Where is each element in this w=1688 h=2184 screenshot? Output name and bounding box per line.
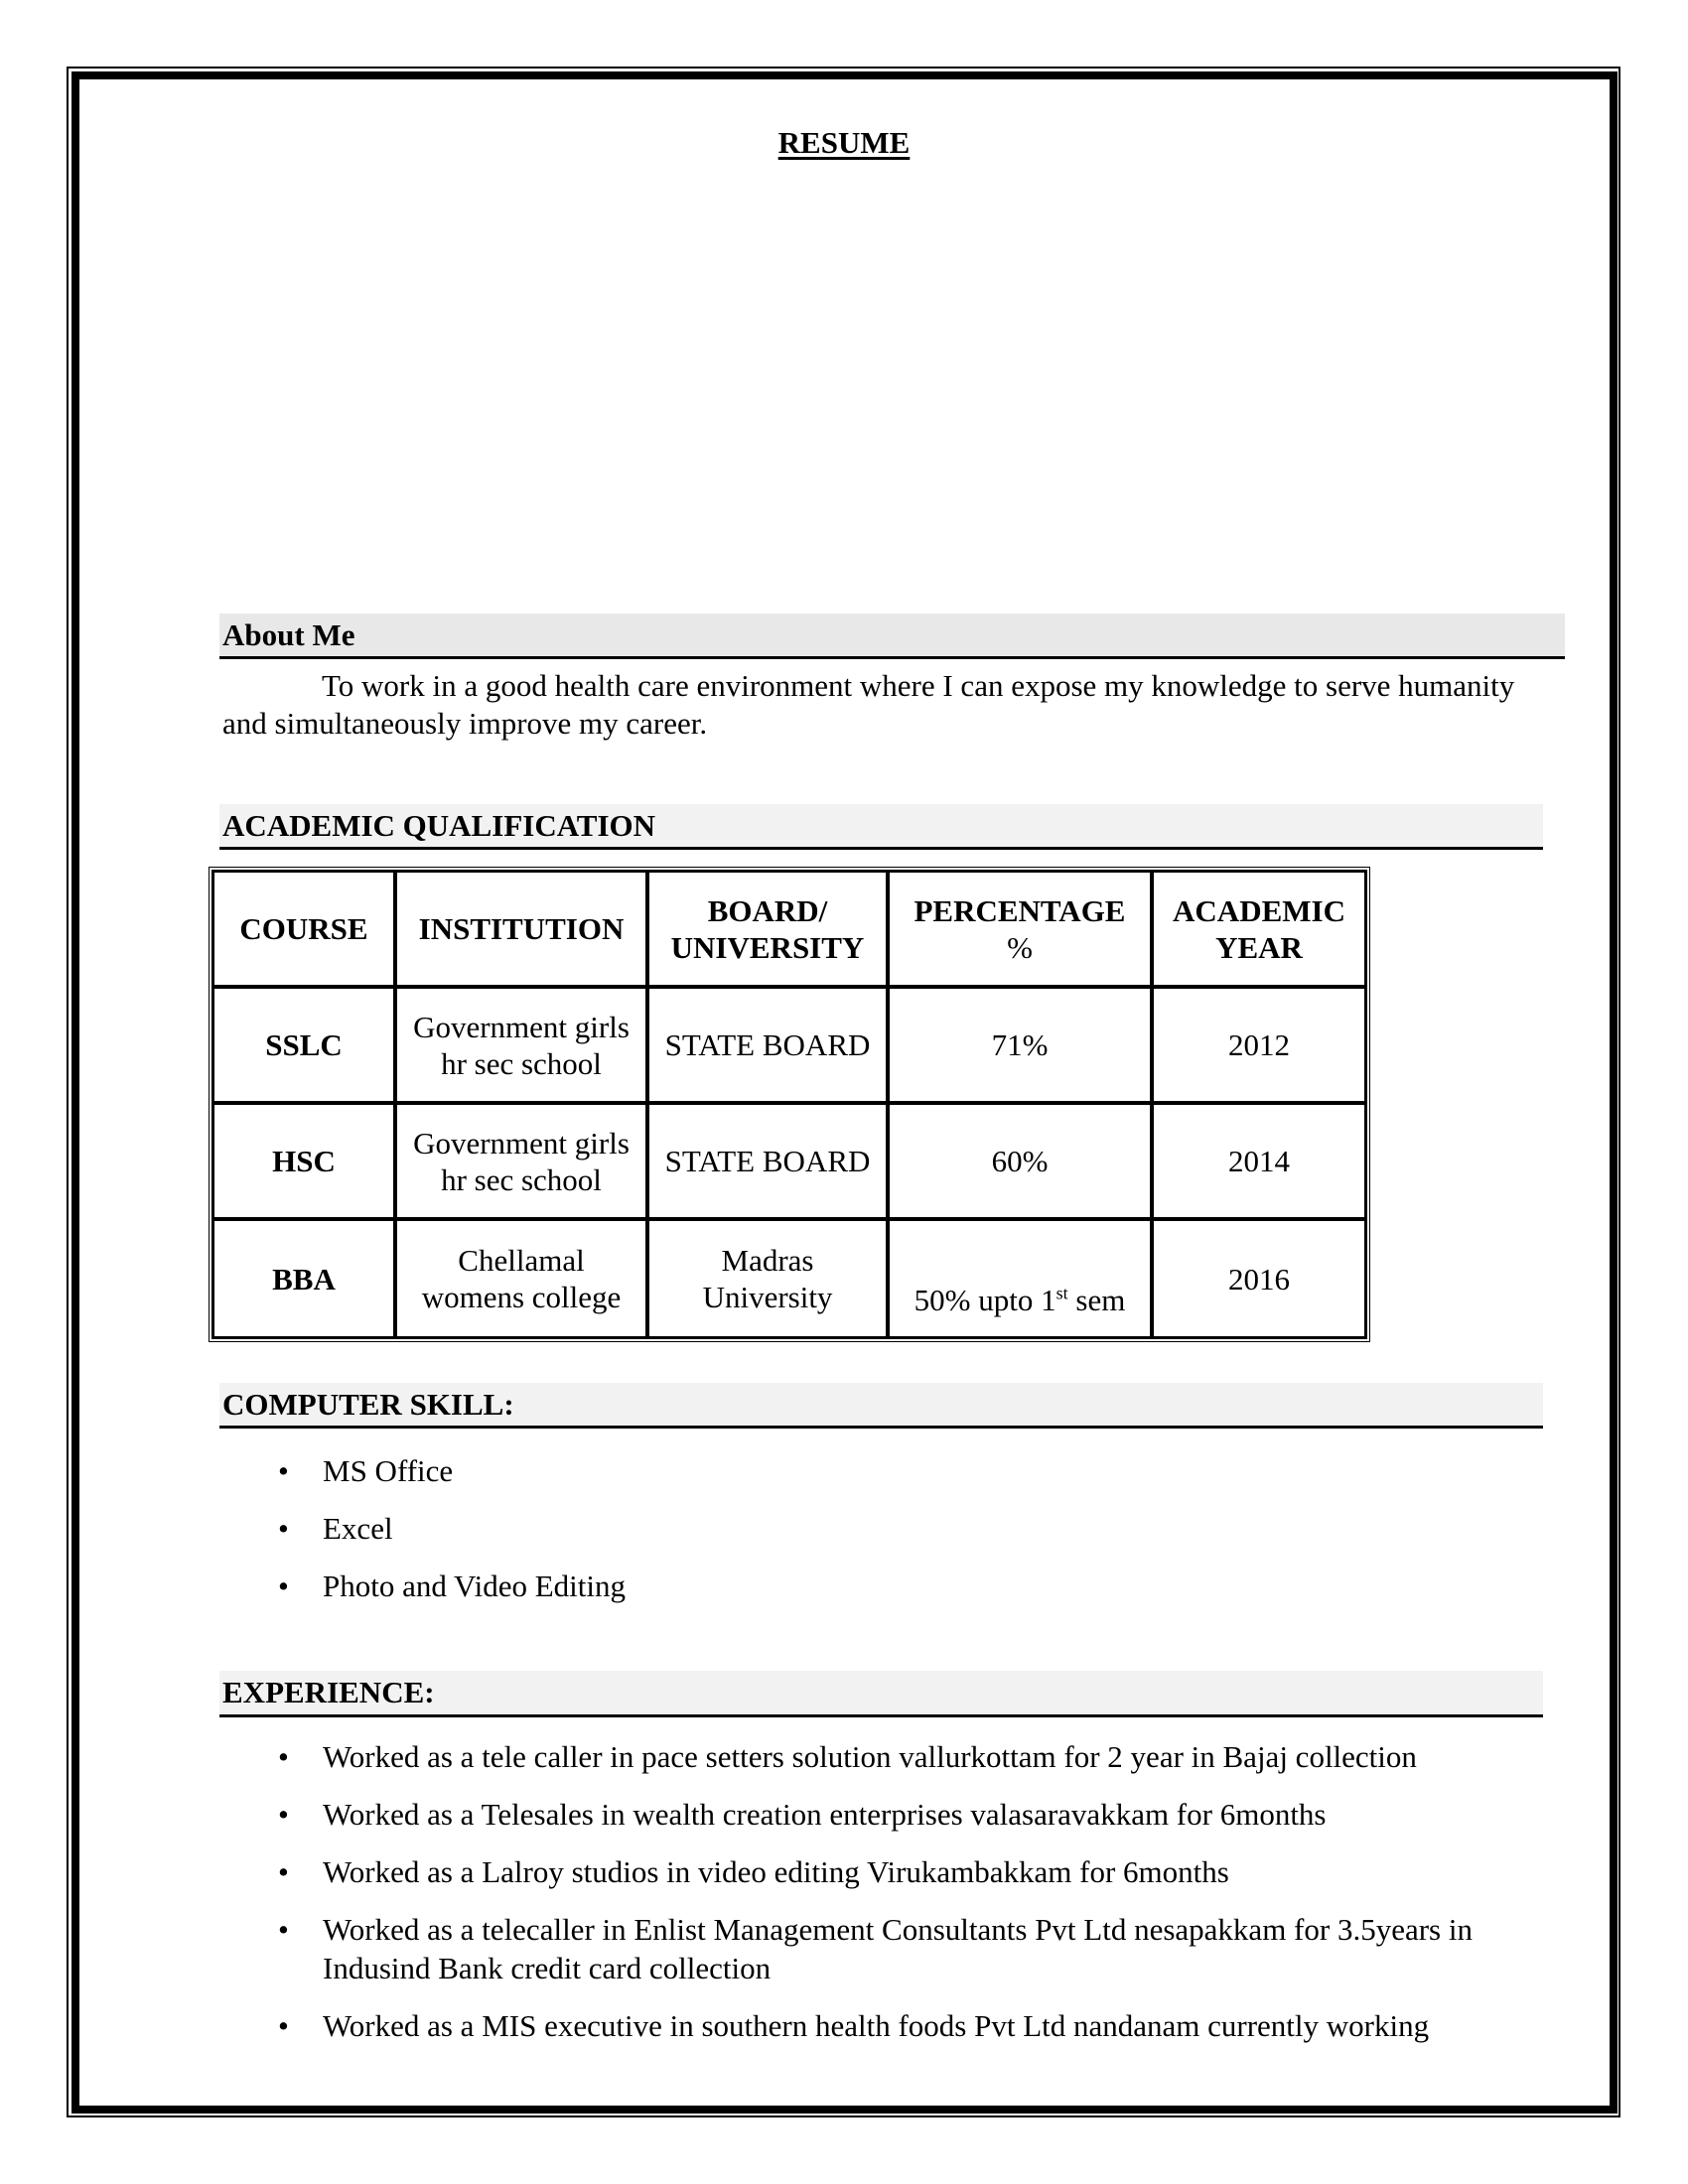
bullet-icon: • [278,1739,289,1774]
cell-course: BBA [212,1219,395,1338]
cell-course: HSC [212,1103,395,1219]
col-board: BOARD/ UNIVERSITY [647,871,888,987]
cell-year: 2016 [1152,1219,1366,1338]
cell-board: STATE BOARD [647,987,888,1103]
cell-year: 2014 [1152,1103,1366,1219]
list-item: • Worked as a Telesales in wealth creation enterprises valasaravakkam for 6months [278,1797,1327,1832]
list-item: • Worked as a MIS executive in southern health foods Pvt Ltd nandanam currently working [278,2008,1430,2043]
academic-table [209,867,1370,1342]
table-header-row [212,871,1366,987]
cell-institution: Chellamal womens college [395,1219,647,1338]
skills-list [278,1442,626,1615]
table-row [212,1219,1366,1338]
cell-institution: Government girls hr sec school [395,987,647,1103]
cell-board: Madras University [647,1219,888,1338]
list-item: • Worked as a tele caller in pace setters solution vallurkottam for 2 year in Bajaj collection [278,1739,1417,1774]
list-item: • Excel [278,1500,626,1558]
bullet-icon: • [278,1511,289,1546]
table-row [212,987,1366,1103]
list-item: • MS Office [278,1442,626,1500]
academic-heading: ACADEMIC QUALIFICATION [219,804,1543,850]
col-percentage: PERCENTAGE % [888,871,1152,987]
cell-percentage: 71% [888,987,1152,1103]
cell-course: SSLC [212,987,395,1103]
col-institution: INSTITUTION [395,871,647,987]
cell-percentage: 50% upto 1st sem [888,1219,1152,1338]
bullet-icon: • [278,1453,289,1488]
list-item: • Worked as a Lalroy studios in video editing Virukambakkam for 6months [278,1854,1229,1889]
col-year: ACADEMIC YEAR [1152,871,1366,987]
experience-list [278,1737,1539,2045]
cell-board: STATE BOARD [647,1103,888,1219]
page-title: RESUME [777,125,911,160]
bullet-icon: • [278,1797,289,1832]
list-item: • Photo and Video Editing [278,1558,626,1615]
cell-year: 2012 [1152,987,1366,1103]
list-item: • Worked as a telecaller in Enlist Management Consultants Pvt Ltd nesapakkam for 3.5years in Indusind Bank credit card collection [278,1912,1473,1985]
about-heading: About Me [219,614,1565,659]
cell-institution: Government girls hr sec school [395,1103,647,1219]
bullet-icon: • [278,1912,289,1947]
experience-heading: EXPERIENCE: [219,1671,1543,1717]
table-row [212,1103,1366,1219]
col-course: COURSE [212,871,395,987]
cell-percentage: 60% [888,1103,1152,1219]
bullet-icon: • [278,1854,289,1889]
about-text: To work in a good health care environment where I can expose my knowledge to serve humanity and simultaneously improve my career. [222,668,1515,741]
bullet-icon: • [278,2008,289,2043]
bullet-icon: • [278,1569,289,1603]
skills-heading: COMPUTER SKILL: [219,1383,1543,1429]
